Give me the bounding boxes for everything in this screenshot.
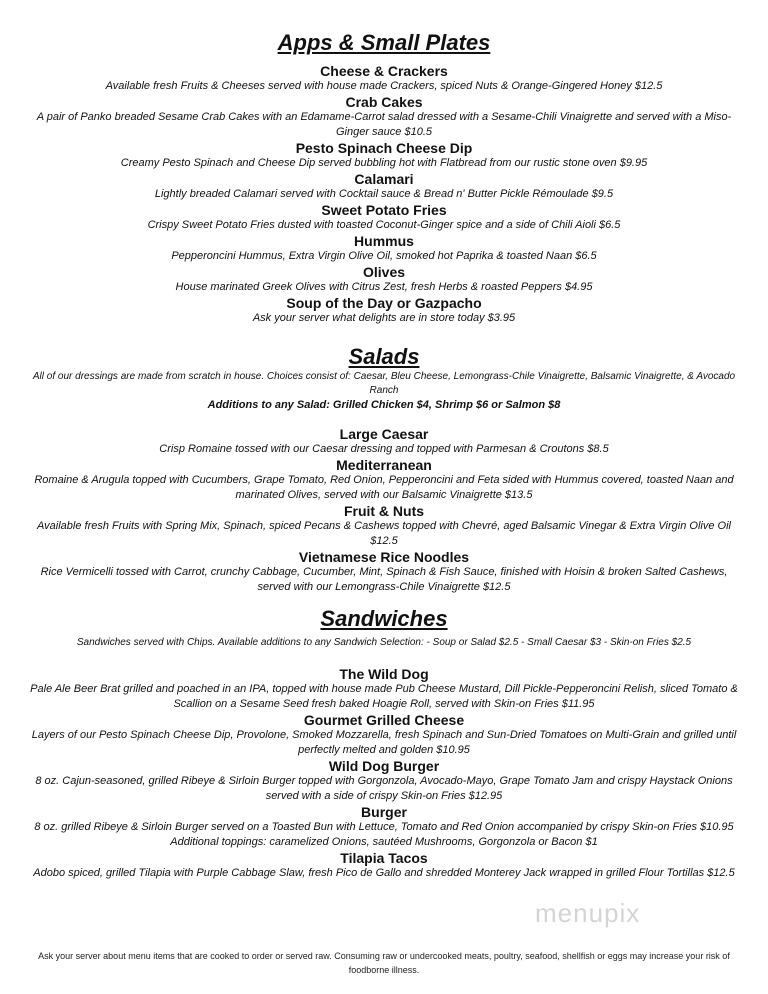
menu-item [24,234,744,264]
menu-item-name: Large Caesar [339,426,429,442]
watermark-logo: menupix [535,898,641,928]
menu-item-description: Ask your server what delights are in store today $3.95 [252,312,516,324]
menu-item-name: Wild Dog Burger [328,758,440,774]
menu-item-description: Available fresh Fruits with Spring Mix, Spinach, spiced Pecans & Cashews topped with Chevré, aged Balsamic Vinegar & Extra Virgin Olive Oil $12.5 [37,520,731,547]
menu-item-name: Pesto Spinach Cheese Dip [295,140,473,156]
menu-item-description: 8 oz. Cajun-seasoned, grilled Ribeye & Sirloin Burger topped with Gorgonzola, Avocado-Mayo, Grape Tomato Jam and crispy Haystack Onions served with a side of crispy Skin-on Fries $12.95 [35,775,733,802]
menu-item [24,427,744,457]
menu-item [24,172,744,202]
menu-item-name: Gourmet Grilled Cheese [303,712,465,728]
menu-item [24,458,744,503]
foodborne-illness-disclaimer: Ask your server about menu items that are cooked to order or served raw. Consuming raw or undercooked meats, poultry, seafood, shellfish or eggs may increase your risk of foodborne illness. [38,951,730,975]
menu-item [24,667,744,712]
section-salads [24,344,744,595]
menu-item-description: House marinated Greek Olives with Citrus Zest, fresh Herbs & roasted Peppers $4.95 [175,281,593,293]
menu-item-extra: Additional toppings: caramelized Onions, sautéed Mushrooms, Gorgonzola or Bacon $1 [170,836,598,848]
menu-item-description: Creamy Pesto Spinach and Cheese Dip served bubbling hot with Flatbread from our rustic stone oven $9.95 [120,157,648,169]
menu-item [24,805,744,850]
menu-item-description: Available fresh Fruits & Cheeses served with house made Crackers, spiced Nuts & Orange-Gingered Honey $12.5 [105,80,663,92]
menu-item [24,504,744,549]
section-title: Apps & Small Plates [277,30,491,55]
menu-item [24,851,744,881]
menu-item [24,64,744,94]
menu-item [24,759,744,804]
menu-item-description: 8 oz. grilled Ribeye & Sirloin Burger served on a Toasted Bun with Lettuce, Tomato and Red Onion accompanied by crispy Skin-on Fries $10.95 [34,821,734,833]
menu-item-name: Hummus [354,233,414,249]
menu-item-name: Tilapia Tacos [340,850,428,866]
menu-item-description: Crisp Romaine tossed with our Caesar dressing and topped with Parmesan & Croutons $8.5 [159,443,609,455]
menu-item-name: Burger [361,804,407,820]
menu-item-description: A pair of Panko breaded Sesame Crab Cakes with an Edamame-Carrot salad dressed with a Sesame-Chili Vinaigrette and served with a Miso-Ginger sauce $10.5 [36,111,732,138]
section-apps [24,30,744,326]
menu-item-description: Pepperoncini Hummus, Extra Virgin Olive Oil, smoked hot Paprika & toasted Naan $6.5 [171,250,597,262]
section-title: Sandwiches [320,606,448,631]
menu-item [24,713,744,758]
menu-item [24,203,744,233]
menu-item-description: Adobo spiced, grilled Tilapia with Purple Cabbage Slaw, fresh Pico de Gallo and shredded Monterey Jack wrapped in grilled Flour Tortillas $12.5 [33,867,735,879]
menu-item-name: The Wild Dog [339,666,429,682]
menu-item-description: Crispy Sweet Potato Fries dusted with toasted Coconut-Ginger spice and a side of Chili Aioli $6.5 [147,219,621,231]
menu-item-name: Cheese & Crackers [320,63,448,79]
menu-item-description: Romaine & Arugula topped with Cucumbers, Grape Tomato, Red Onion, Pepperoncini and Feta sided with Hummus covered, toasted Naan and marinated Olives, served with our Balsamic Vinaigrette $13.5 [34,474,734,501]
menu-item [24,141,744,171]
menu-item [24,296,744,326]
section-intro: All of our dressings are made from scratch in house. Choices consist of: Caesar, Bleu Cheese, Lemongrass-Chile Vinaigrette, Balsamic Vinaigrette, & Avocado Ranch [32,371,736,396]
section-intro: Sandwiches served with Chips. Available additions to any Sandwich Selection: - Soup or Salad $2.5 - Small Caesar $3 - Skin-on Fries $2.5 [76,637,692,648]
section-title: Salads [348,344,420,369]
menu-item-name: Soup of the Day or Gazpacho [286,295,482,311]
menu-item-name: Calamari [354,171,414,187]
section-additions: Additions to any Salad: Grilled Chicken $4, Shrimp $6 or Salmon $8 [207,399,561,411]
menu-item-description: Layers of our Pesto Spinach Cheese Dip, Provolone, Smoked Mozzarella, fresh Spinach and Sun-Dried Tomatoes on Multi-Grain and grilled until perfectly melted and golden $10.95 [31,729,737,756]
menu-item [24,550,744,595]
menu-item-name: Sweet Potato Fries [321,202,447,218]
menu-item-description: Lightly breaded Calamari served with Cocktail sauce & Bread n' Butter Pickle Rémoulade $9.5 [154,188,614,200]
menu-item-name: Crab Cakes [345,94,423,110]
menu-item [24,265,744,295]
menu-item-name: Olives [362,264,406,280]
menu-item-name: Mediterranean [336,457,432,473]
menu-item-description: Pale Ale Beer Brat grilled and poached in an IPA, topped with house made Pub Cheese Mustard, Dill Pickle-Pepperoncini Relish, sliced Tomato & Scallion on a Sesame Seed fresh baked Hoagie Roll, served with Skin-on Fries $11.95 [30,683,738,710]
menu-item-name: Fruit & Nuts [343,503,425,519]
section-sandwiches [24,606,744,881]
menu-item [24,95,744,140]
menu-item-name: Vietnamese Rice Noodles [298,549,470,565]
menu-item-description: Rice Vermicelli tossed with Carrot, crunchy Cabbage, Cucumber, Mint, Spinach & Fish Sauce, finished with Hoisin & broken Salted Cashews, served with our Lemongrass-Chile Vinaigrette $12.5 [40,566,728,593]
